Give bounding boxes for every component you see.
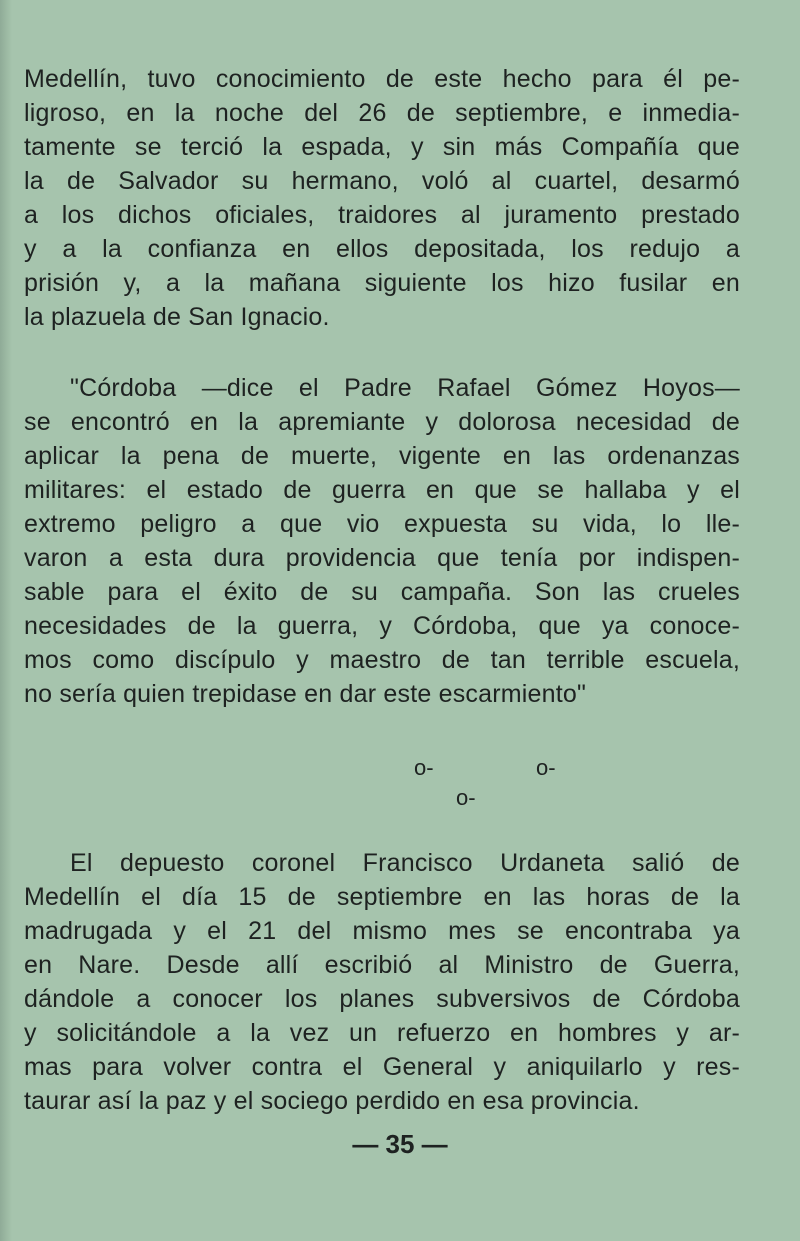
- text-line: y solicitándole a la vez un refuerzo en hombres y ar-: [24, 1019, 740, 1047]
- text-line: varon a esta dura providencia que tenía por indispen-: [24, 544, 740, 572]
- text-line: dándole a conocer los planes subversivos de Córdoba: [24, 985, 740, 1013]
- text-line: la de Salvador su hermano, voló al cuartel, desarmó: [24, 167, 740, 195]
- text-line: taurar así la paz y el sociego perdido en esa provincia.: [24, 1087, 640, 1115]
- text-line: El depuesto coronel Francisco Urdaneta salió de: [70, 849, 740, 877]
- paragraph-1: [24, 62, 740, 334]
- quote-paragraph: [24, 371, 740, 711]
- paragraph-3: [24, 846, 740, 1118]
- text-line: mos como discípulo y maestro de tan terrible escuela,: [24, 646, 740, 674]
- text-line: ligroso, en la noche del 26 de septiembre, e inmedia-: [24, 99, 740, 127]
- text-line: extremo peligro a que vio expuesta su vida, lo lle-: [24, 510, 740, 538]
- page-edge-shadow: [0, 0, 12, 1241]
- text-line: militares: el estado de guerra en que se hallaba y el: [24, 476, 740, 504]
- text-line: Medellín, tuvo conocimiento de este hecho para él pe-: [24, 65, 740, 93]
- text-line: tamente se terció la espada, y sin más Compañía que: [24, 133, 740, 161]
- page-number: — 35 —: [352, 1129, 448, 1159]
- text-line: prisión y, a la mañana siguiente los hizo fusilar en: [24, 269, 740, 297]
- text-line: Medellín el día 15 de septiembre en las horas de la: [24, 883, 740, 911]
- text-line: mas para volver contra el General y aniquilarlo y res-: [24, 1053, 740, 1081]
- text-line: la plazuela de San Ignacio.: [24, 303, 330, 331]
- text-line: en Nare. Desde allí escribió al Ministro de Guerra,: [24, 951, 740, 979]
- text-line: se encontró en la apremiante y dolorosa necesidad de: [24, 408, 740, 436]
- text-line: y a la confianza en ellos depositada, los redujo a: [24, 235, 740, 263]
- text-line: necesidades de la guerra, y Córdoba, que ya conoce-: [24, 612, 740, 640]
- section-separator-mark: o-: [456, 785, 476, 810]
- text-line: "Córdoba —dice el Padre Rafael Gómez Hoyos—: [70, 374, 740, 402]
- text-line: aplicar la pena de muerte, vigente en las ordenanzas: [24, 442, 740, 470]
- section-separator-mark: o-: [414, 755, 434, 780]
- text-line: madrugada y el 21 del mismo mes se encontraba ya: [24, 917, 740, 945]
- text-line: sable para el éxito de su campaña. Son las crueles: [24, 578, 740, 606]
- text-line: a los dichos oficiales, traidores al juramento prestado: [24, 201, 740, 229]
- section-separator-mark: o-: [536, 755, 556, 780]
- text-line: no sería quien trepidase en dar este escarmiento": [24, 680, 587, 708]
